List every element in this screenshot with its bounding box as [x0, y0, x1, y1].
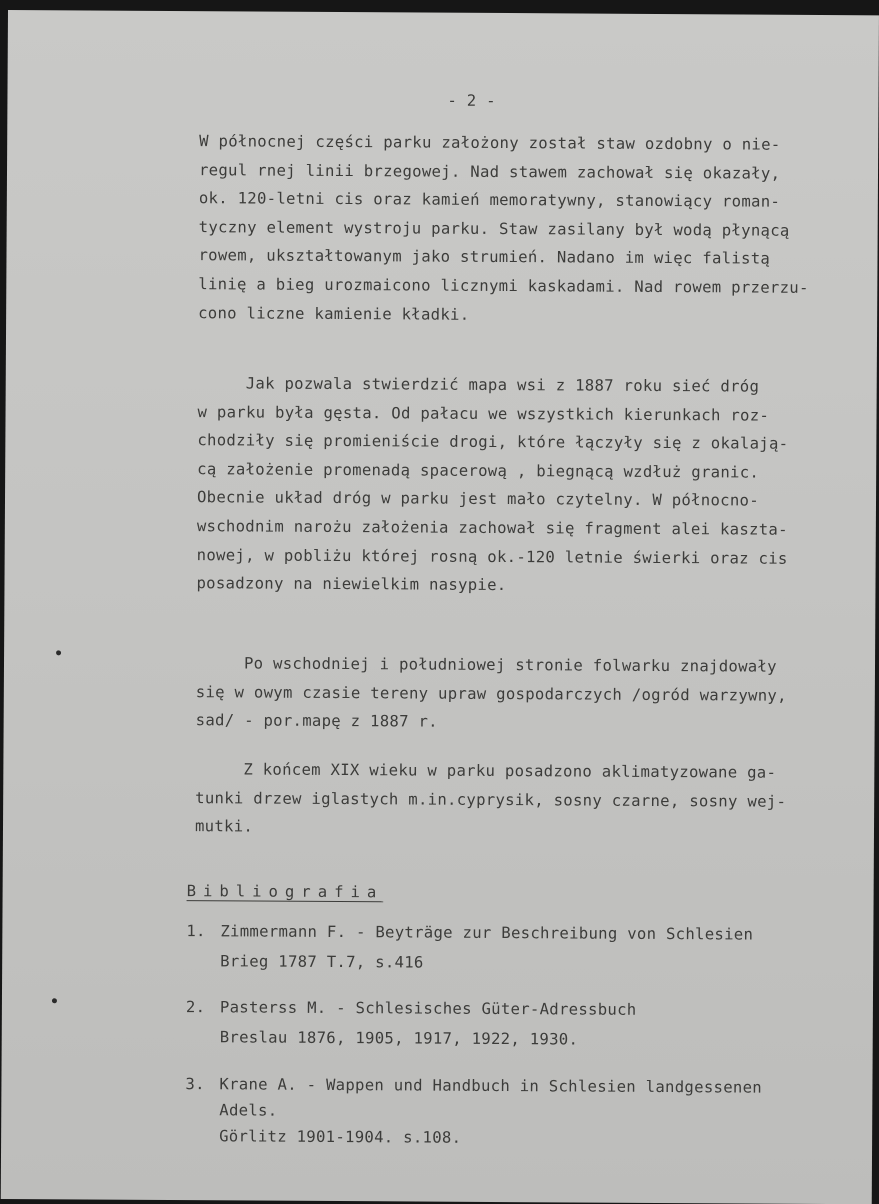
- bibliography-entry-line: Görlitz 1901-1904. s.108.: [219, 1127, 462, 1147]
- bibliography-entry-number: 2.: [185, 998, 206, 1017]
- paragraph-roads-line: w parku była gęsta. Od pałacu we wszystkich kierunkach roz-: [197, 402, 770, 425]
- bibliography-entry-line: Brieg 1787 T.7, s.416: [220, 952, 424, 972]
- paragraph-conifers-line: mutki.: [194, 817, 254, 836]
- bibliography-entry-number: 1.: [186, 922, 206, 941]
- paragraph-roads-line: posadzony na niewielkim nasypie.: [196, 574, 507, 595]
- paragraph-roads-line: Jak pozwala stwierdzić mapa wsi z 1887 roku sieć dróg: [245, 374, 760, 396]
- paragraph-fields-line: się w owym czasie tereny upraw gospodarczych /ogród warzywny,: [195, 682, 787, 705]
- page-content: [8, 10, 879, 1147]
- punch-mark: [56, 650, 61, 655]
- paragraph-pond-line: linię a bieg urozmaicono licznymi kaskadami. Nad rowem przerzu-: [198, 275, 809, 297]
- paragraph-roads-line: chodziły się promieniście drogi, które łączyły się z okalają-: [197, 431, 789, 453]
- typed-page: [1, 10, 879, 1204]
- bibliography-entry-line: Adels.: [219, 1101, 278, 1120]
- bibliography-entry-line: Pasterss M. - Schlesisches Güter-Adressbuch: [219, 998, 637, 1019]
- paragraph-fields-line: Po wschodniej i południowej stronie folwarku znajdowały: [243, 654, 777, 676]
- bibliography-entry-line: Breslau 1876, 1905, 1917, 1922, 1930.: [219, 1028, 579, 1049]
- paragraph-roads-line: wschodnim narożu założenia zachował się fragment alei kaszta-: [196, 517, 788, 539]
- bibliography-entry-number: 3.: [185, 1075, 205, 1094]
- paragraph-pond-line: cono liczne kamienie kładki.: [198, 303, 470, 324]
- page-number: - 2 -: [447, 91, 496, 110]
- paragraph-fields-line: sad/ - por.mapę z 1887 r.: [195, 711, 438, 731]
- paragraph-pond-line: W północnej części parku założony został staw ozdobny o nie-: [199, 132, 781, 154]
- paragraph-roads-line: cą założenie promenadą spacerową , biegnącą wzdłuż granic.: [197, 459, 760, 482]
- paragraph-conifers-line: tunki drzew iglastych m.in.cyprysik, sosny czarne, sosny wej-: [195, 788, 787, 811]
- paragraph-conifers-line: Z końcem XIX wieku w parku posadzono aklimatyzowane ga-: [243, 760, 777, 782]
- bibliography-heading: Bibliografia: [186, 882, 384, 902]
- punch-mark: [52, 998, 57, 1003]
- paragraph-pond-line: tyczny element wystroju parku. Staw zasilany był wodą płynącą: [198, 217, 790, 240]
- paragraph-pond-line: regul rnej linii brzegowej. Nad stawem zachował się okazały,: [198, 160, 781, 183]
- paragraph-pond-line: rowem, ukształtowanym jako strumień. Nadano im więc falistą: [198, 246, 771, 269]
- paragraph-roads-line: nowej, w pobliżu której rosną ok.-120 letnie świerki oraz cis: [196, 545, 788, 568]
- paragraph-roads-line: Obecnie układ dróg w parku jest mało czytelny. W północno-: [196, 488, 759, 510]
- bibliography-entry-line: Zimmermann F. - Beyträge zur Beschreibung von Schlesien: [220, 922, 754, 944]
- paragraph-pond-line: ok. 120-letni cis oraz kamień memoratywny, stanowiący roman-: [198, 189, 781, 211]
- bibliography-entry-line: Krane A. - Wappen und Handbuch in Schlesien landgessenen: [219, 1075, 763, 1097]
